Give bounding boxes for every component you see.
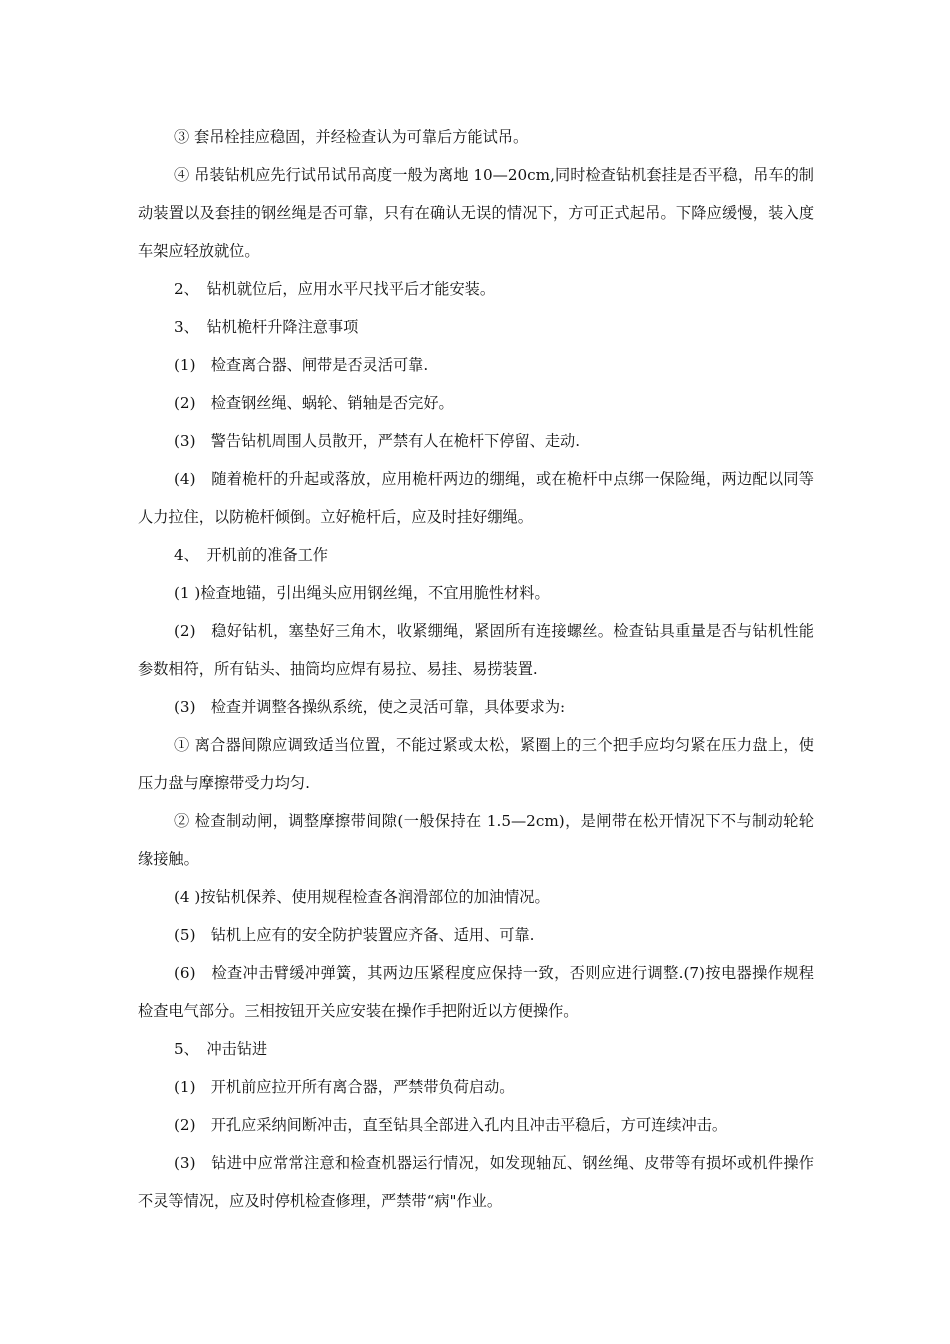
paragraph-5: (1) 检查离合器、闸带是否灵活可靠.: [174, 356, 429, 374]
paragraph-13: ① 离合器间隙应调致适当位置，不能过紧或太松，紧圈上的三个把手应均匀紧在压力盘上，使压力盘与摩擦带受力均匀.: [138, 736, 814, 792]
paragraph-20: (2) 开孔应采纳间断冲击，直至钻具全部进入孔内且冲击平稳后，方可连续冲击。: [174, 1116, 728, 1134]
paragraph-6: (2) 检查钢丝绳、蜗轮、销轴是否完好。: [174, 394, 454, 412]
paragraph-16: (5) 钻机上应有的安全防护装置应齐备、适用、可靠.: [174, 926, 535, 944]
paragraph-4: 3、 钻机桅杆升降注意事项: [174, 318, 359, 336]
paragraph-1: ③ 套吊栓挂应稳固，并经检查认为可靠后方能试吊。: [174, 128, 529, 146]
paragraph-9: 4、 开机前的准备工作: [174, 546, 328, 564]
paragraph-7: (3) 警告钻机周围人员散开，严禁有人在桅杆下停留、走动.: [174, 432, 581, 450]
paragraph-18: 5、 冲击钻进: [174, 1040, 268, 1058]
paragraph-21: (3) 钻进中应常常注意和检查机器运行情况，如发现轴瓦、钢丝绳、皮带等有损坏或机件操作不灵等情况，应及时停机检查修理，严禁带“病"作业。: [138, 1154, 814, 1210]
paragraph-14: ② 检查制动闸，调整摩擦带间隙(一般保持在 1.5—2cm)，是闸带在松开情况下不与制动轮轮缘接触。: [138, 812, 814, 868]
paragraph-17: (6) 检查冲击臂缓冲弹簧，其两边压紧程度应保持一致，否则应进行调整.(7)按电器操作规程检查电气部分。三相按钮开关应安装在操作手把附近以方便操作。: [138, 964, 814, 1020]
paragraph-10: (1 )检查地锚，引出绳头应用钢丝绳，不宜用脆性材料。: [174, 584, 550, 602]
paragraph-15: (4 )按钻机保养、使用规程检查各润滑部位的加油情况。: [174, 888, 550, 906]
paragraph-2: ④ 吊装钻机应先行试吊试吊高度一般为离地 10—20cm,同时检查钻机套挂是否平稳，吊车的制动装置以及套挂的钢丝绳是否可靠，只有在确认无误的情况下，方可正式起吊。下降应缓慢，装入度车架应轻放就位。: [138, 166, 814, 260]
paragraph-11: (2) 稳好钻机，塞垫好三角木，收紧绷绳，紧固所有连接螺丝。检查钻具重量是否与钻机性能参数相符，所有钻头、抽筒均应焊有易拉、易挂、易捞装置.: [138, 622, 814, 678]
paragraph-8: (4) 随着桅杆的升起或落放，应用桅杆两边的绷绳，或在桅杆中点绑一保险绳，两边配以同等人力拉住，以防桅杆倾倒。立好桅杆后，应及时挂好绷绳。: [138, 470, 814, 526]
paragraph-19: (1) 开机前应拉开所有离合器，严禁带负荷启动。: [174, 1078, 515, 1096]
paragraph-12: (3) 检查并调整各操纵系统，使之灵活可靠，具体要求为:: [174, 698, 566, 716]
document-page: [138, 118, 814, 1220]
paragraph-3: 2、 钻机就位后，应用水平尺找平后才能安装。: [174, 280, 496, 298]
